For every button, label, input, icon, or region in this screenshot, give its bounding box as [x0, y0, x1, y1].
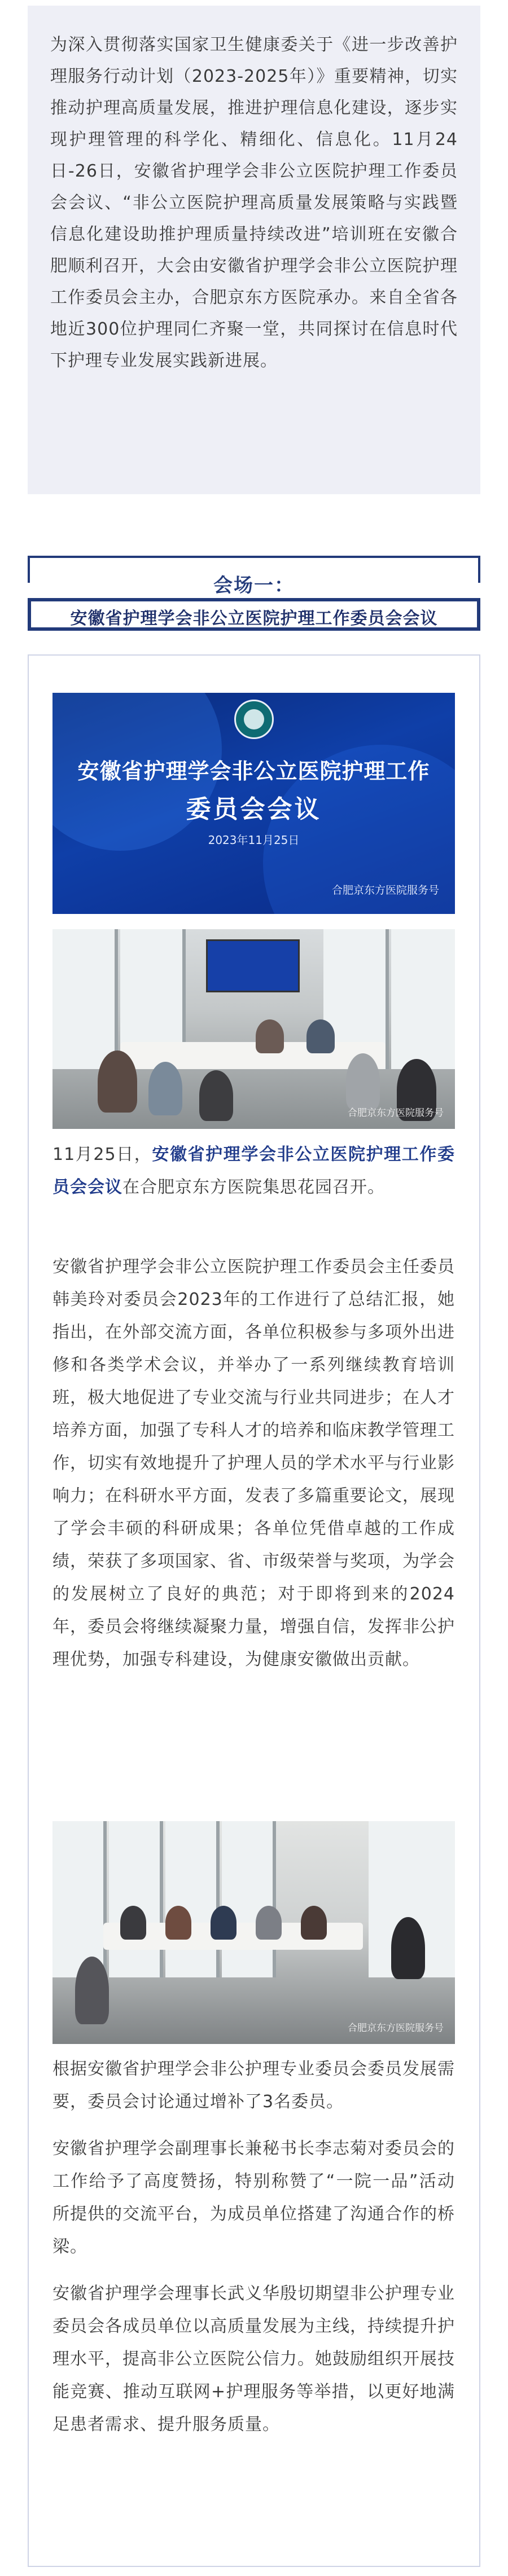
- photo-watermark: 合肥京东方医院服务号: [348, 1107, 444, 1119]
- section-header: [28, 556, 480, 643]
- banner-title-line1: 安徽省护理学会非公立医院护理工作: [77, 759, 430, 784]
- paragraph-new-members: 根据安徽省护理学会非公护理专业委员会委员发展需要，委员会讨论通过增补了3名委员。: [52, 2059, 455, 2112]
- paragraph-meeting-date: 11月25日，安徽省护理学会非公立医院护理工作委员会会议在合肥京东方医院集思花园召开。: [52, 1145, 455, 1197]
- meeting-banner-image: [52, 693, 455, 914]
- header-top-line: [28, 556, 480, 558]
- section-title: 安徽省护理学会非公立医院护理工作委员会会议: [70, 609, 438, 628]
- projection-screen: [206, 939, 300, 992]
- paragraph-president: 安徽省护理学会理事长武义华殷切期望非公护理专业委员会各成员单位以高质量发展为主线，持续提升护理水平，提高非公立医院公信力。她鼓励组织开展技能竞赛、推动互联网+护理服务等举措，以更好地满足患者需求、提升服务质量。: [52, 2284, 455, 2434]
- banner-date: 2023年11月25日: [208, 833, 300, 847]
- banner-title-line2: 委员会会议: [186, 795, 322, 824]
- association-logo-icon: [234, 700, 274, 739]
- venue-label: 会场一：: [213, 574, 295, 597]
- meeting-photo-2: [52, 1821, 455, 2044]
- paragraph-vice-president: 安徽省护理学会副理事长兼秘书长李志菊对委员会的工作给予了高度赞扬，特别称赞了“一院一品”活动所提供的交流平台，为成员单位搭建了沟通合作的桥梁。: [52, 2139, 455, 2257]
- meeting-photo-1: [52, 929, 455, 1129]
- meeting-name-highlight: 安徽省护理学会非公立医院护理工作委员会会议: [52, 1145, 455, 1197]
- paragraph-annual-report: 安徽省护理学会非公立医院护理工作委员会主任委员韩美玲对委员会2023年的工作进行了总结汇报，她指出，在外部交流方面，各单位积极参与多项外出进修和各类学术会议，并举办了一系列继续教育培训班，极大地促进了专业交流与行业共同进步；在人才培养方面，加强了专科人才的培养和临床教学管理工作，切实有效地提升了护理人员的学术水平与行业影响力；在科研水平方面，发表了多篇重要论文，展现了学会丰硕的科研成果；各单位凭借卓越的工作成绩，荣获了多项国家、省、市级荣誉与奖项，为学会的发展树立了良好的典范；对于即将到来的2024年，委员会将继续凝聚力量，增强自信，发挥非公护理优势，加强专科建设，为健康安徽做出贡献。: [52, 1257, 455, 1669]
- intro-block: [28, 6, 480, 494]
- intro-text: 为深入贯彻落实国家卫生健康委关于《进一步改善护理服务行动计划（2023-2025年）》重要精神，切实推动护理高质量发展，推进护理信息化建设，逐步实现护理管理的科学化、精细化、信息化。11月24日-26日，安徽省护理学会非公立医院护理工作委员会会议、“非公立医院护理高质量发展策略与实践暨信息化建设助推护理质量持续改进”培训班在安徽合肥顺利召开，大会由安徽省护理学会非公立医院护理工作委员会主办，合肥京东方医院承办。来自全省各地近300位护理同仁齐聚一堂，共同探讨在信息时代下护理专业发展实践新进展。: [50, 35, 458, 371]
- photo-watermark: 合肥京东方医院服务号: [348, 2023, 444, 2034]
- banner-watermark: 合肥京东方医院服务号: [331, 884, 439, 896]
